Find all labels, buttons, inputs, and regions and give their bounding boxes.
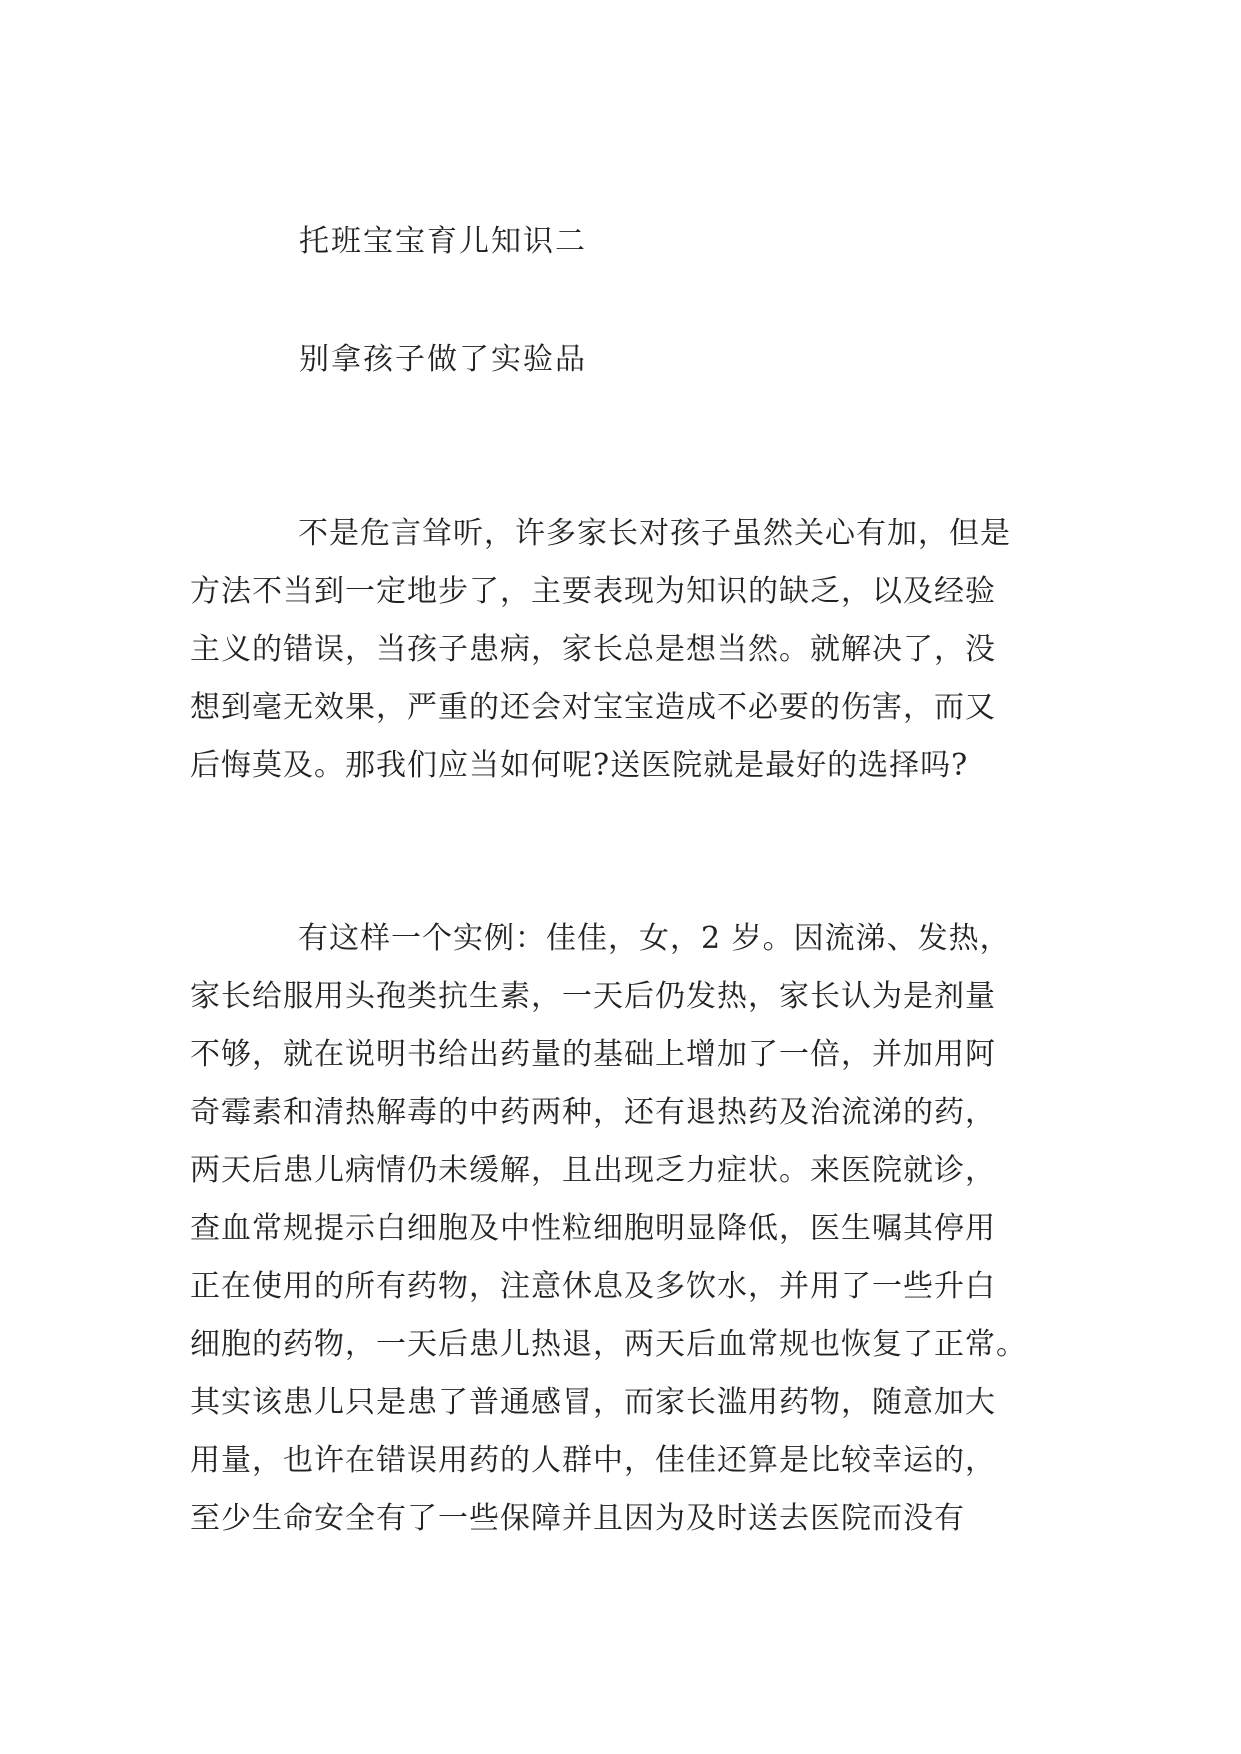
paragraph-line: 细胞的药物，一天后患儿热退，两天后血常规也恢复了正常。 [190, 1327, 1027, 1362]
paragraph-line: 不够，就在说明书给出药量的基础上增加了一倍，并加用阿 [190, 1037, 996, 1072]
paragraph-line: 不是危言耸听，许多家长对孩子虽然关心有加，但是 [298, 516, 1011, 551]
paragraph-case-example [190, 910, 1062, 1548]
paragraph-line: 主义的错误，当孩子患病，家长总是想当然。就解决了，没 [190, 632, 996, 667]
paragraph-line: 用量，也许在错误用药的人群中，佳佳还算是比较幸运的， [190, 1443, 996, 1478]
paragraph-line: 查血常规提示白细胞及中性粒细胞明显降低，医生嘱其停用 [190, 1211, 996, 1246]
paragraph-line: 后悔莫及。那我们应当如何呢?送医院就是最好的选择吗? [190, 748, 969, 783]
paragraph-line: 至少生命安全有了一些保障并且因为及时送去医院而没有 [190, 1501, 965, 1536]
paragraph-line: 奇霉素和清热解毒的中药两种，还有退热药及治流涕的药， [190, 1095, 996, 1130]
document-subtitle: 别拿孩子做了实验品 [299, 342, 587, 377]
paragraph-line: 有这样一个实例：佳佳，女，2 岁。因流涕、发热， [298, 921, 1011, 956]
paragraph-line: 正在使用的所有药物，注意休息及多饮水，并用了一些升白 [190, 1269, 996, 1304]
paragraph-line: 想到毫无效果，严重的还会对宝宝造成不必要的伤害，而又 [190, 690, 996, 725]
paragraph-line: 两天后患儿病情仍未缓解，且出现乏力症状。来医院就诊， [190, 1153, 996, 1188]
paragraph-line: 其实该患儿只是患了普通感冒，而家长滥用药物，随意加大 [190, 1385, 996, 1420]
document-title: 托班宝宝育儿知识二 [299, 224, 587, 259]
paragraph-line: 方法不当到一定地步了，主要表现为知识的缺乏，以及经验 [190, 574, 996, 609]
paragraph-intro [190, 505, 1062, 795]
paragraph-line: 家长给服用头孢类抗生素，一天后仍发热，家长认为是剂量 [190, 979, 996, 1014]
